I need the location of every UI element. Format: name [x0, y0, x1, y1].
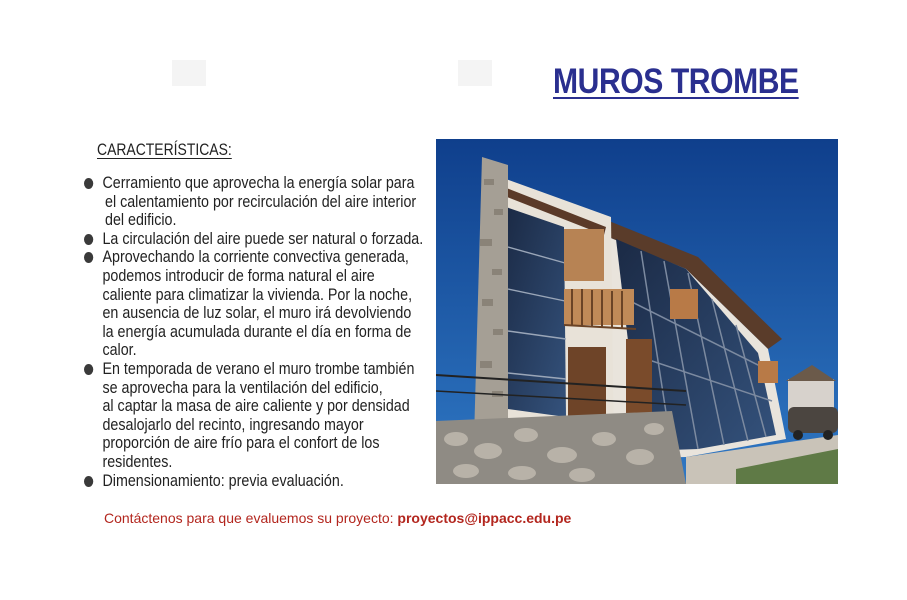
bullet-item — [84, 228, 424, 249]
bullet-line: residentes. — [102, 451, 173, 471]
page-title: MUROS TROMBE — [553, 62, 799, 101]
bullet-line: el calentamiento por recirculación del aire interior — [105, 191, 417, 211]
bullet-dot-icon — [84, 178, 93, 189]
bullet-dot-icon — [84, 476, 93, 487]
bullet-line: del edificio. — [105, 210, 177, 230]
bullet-line: Aprovechando la corriente convectiva generada, — [102, 247, 409, 267]
bullet-dot-icon — [84, 234, 93, 245]
bullet-line: se aprovecha para la ventilación del edificio, — [102, 377, 383, 397]
contact-prefix: Contáctenos para que evaluemos su proyecto: — [104, 510, 398, 526]
contact-line — [104, 510, 571, 526]
characteristics-list — [84, 173, 424, 490]
bullet-line: la energía acumulada durante el día en forma de — [102, 321, 412, 341]
bullet-item — [84, 360, 420, 472]
bullet-line: en ausencia de luz solar, el muro irá devolviendo — [102, 303, 412, 323]
faint-mark-right — [458, 60, 492, 86]
bullet-line: proporción de aire frío para el confort de los — [102, 433, 380, 453]
bullet-dot-icon — [84, 364, 93, 375]
bullet-line: Dimensionamiento: previa evaluación. — [102, 470, 344, 490]
bullet-line: La circulación del aire puede ser natural o forzada. — [102, 228, 424, 248]
bullet-line: caliente para climatizar la vivienda. Por la noche, — [102, 284, 413, 304]
bullet-item — [84, 248, 420, 360]
trombe-building-photo — [436, 139, 838, 484]
bullet-line: Cerramiento que aprovecha la energía solar para — [102, 173, 415, 192]
bullet-line: podemos introducir de forma natural el aire — [102, 265, 375, 285]
bullet-line: calor. — [102, 340, 137, 360]
bullet-line: En temporada de verano el muro trombe también — [102, 358, 415, 378]
bullet-dot-icon — [84, 252, 93, 263]
faint-mark-left — [172, 60, 206, 86]
section-heading: CARACTERÍSTICAS: — [97, 140, 232, 159]
contact-email[interactable]: proyectos@ippacc.edu.pe — [397, 510, 572, 526]
bullet-line: al captar la masa de aire caliente y por densidad — [102, 396, 410, 416]
bullet-item — [84, 174, 420, 230]
bullet-line: desalojarlo del recinto, ingresando mayor — [102, 414, 364, 434]
bullet-item — [84, 472, 420, 491]
